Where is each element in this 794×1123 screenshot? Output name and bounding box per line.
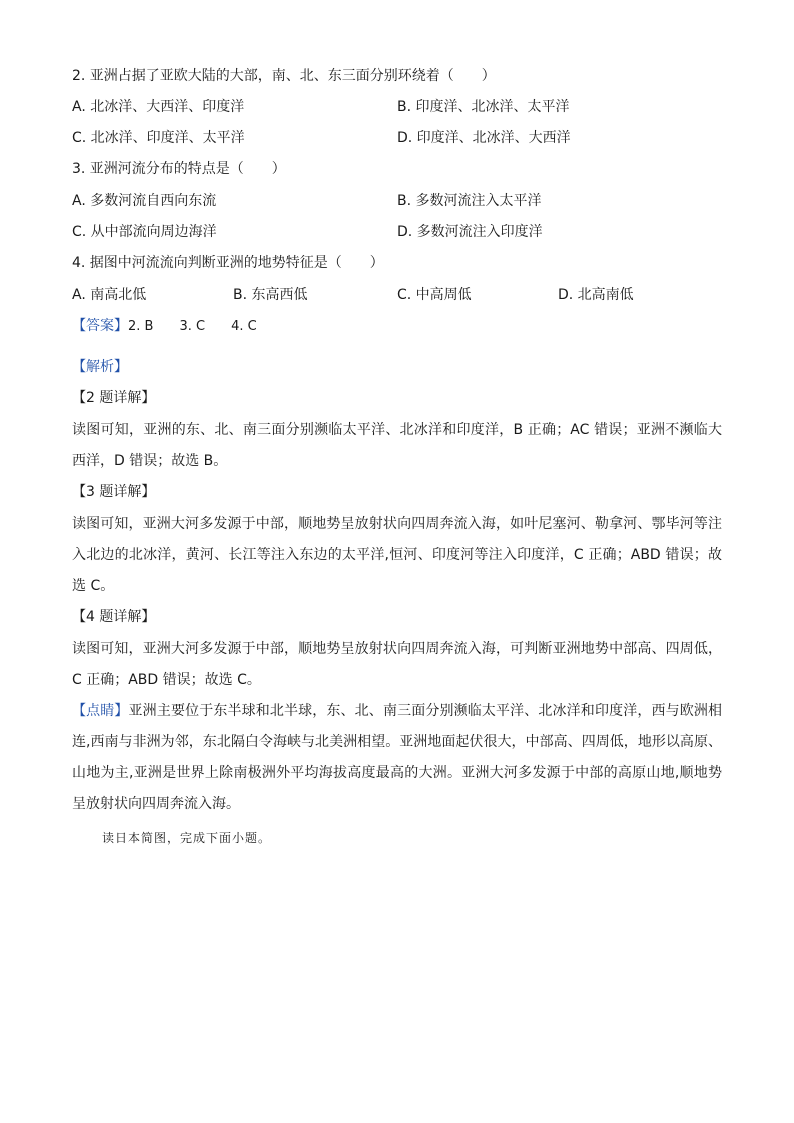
tips-tag: 【点睛】	[72, 703, 129, 719]
next-section-instruction: 读日本简图，完成下面小题。	[102, 831, 272, 845]
detail-2-heading: 【2 题详解】	[72, 390, 156, 406]
analysis-heading: 【解析】	[72, 359, 128, 375]
question-3-stem: 3. 亚洲河流分布的特点是（ ）	[72, 161, 286, 177]
question-2-option-b: B. 印度洋、北冰洋、太平洋	[397, 99, 570, 115]
question-4-option-d: D. 北高南低	[558, 287, 634, 303]
answer-tag: 【答案】	[72, 318, 128, 334]
answer-line	[72, 316, 257, 337]
detail-4-heading: 【4 题详解】	[72, 609, 156, 625]
question-2-option-c: C. 北冰洋、印度洋、太平洋	[72, 130, 245, 146]
detail-3-heading: 【3 题详解】	[72, 484, 156, 500]
detail-2-body: 读图可知，亚洲的东、北、南三面分别濒临太平洋、北冰洋和印度洋，B 正确；AC 错误；亚洲不濒临大西洋，D 错误；故选 B。	[72, 422, 722, 469]
question-4-option-c: C. 中高周低	[397, 287, 472, 303]
question-2-stem: 2. 亚洲占据了亚欧大陆的大部，南、北、东三面分别环绕着（ ）	[72, 68, 496, 84]
question-3-option-a: A. 多数河流自西向东流	[72, 193, 217, 209]
detail-3-body: 读图可知，亚洲大河多发源于中部，顺地势呈放射状向四周奔流入海，如叶尼塞河、勒拿河、鄂毕河等注入北边的北冰洋，黄河、长江等注入东边的太平洋,恒河、印度河等注入印度洋，C 正确；ABD 错误；故选 C。	[72, 516, 722, 594]
question-3-option-c: C. 从中部流向周边海洋	[72, 224, 217, 240]
question-2-option-d: D. 印度洋、北冰洋、大西洋	[397, 130, 571, 146]
question-4-option-b: B. 东高西低	[233, 287, 308, 303]
answer-text: 2. B 3. C 4. C	[128, 319, 257, 334]
question-2-option-a: A. 北冰洋、大西洋、印度洋	[72, 99, 245, 115]
tips-paragraph	[72, 696, 722, 820]
question-4-stem: 4. 据图中河流流向判断亚洲的地势特征是（ ）	[72, 255, 384, 271]
detail-4-body: 读图可知，亚洲大河多发源于中部，顺地势呈放射状向四周奔流入海，可判断亚洲地势中部高、四周低，C 正确；ABD 错误；故选 C。	[72, 641, 722, 688]
question-3-option-b: B. 多数河流注入太平洋	[397, 193, 542, 209]
question-4-option-a: A. 南高北低	[72, 287, 147, 303]
tips-body: 亚洲主要位于东半球和北半球，东、北、南三面分别濒临太平洋、北冰洋和印度洋，西与欧洲相连,西南与非洲为邻，东北隔白令海峡与北美洲相望。亚洲地面起伏很大，中部高、四周低，地形以高原、山地为主,亚洲是世界上除南极洲外平均海拔高度最高的大洲。亚洲大河多发源于中部的高原山地,顺地势呈放射状向四周奔流入海。	[72, 703, 723, 812]
question-3-option-d: D. 多数河流注入印度洋	[397, 224, 543, 240]
